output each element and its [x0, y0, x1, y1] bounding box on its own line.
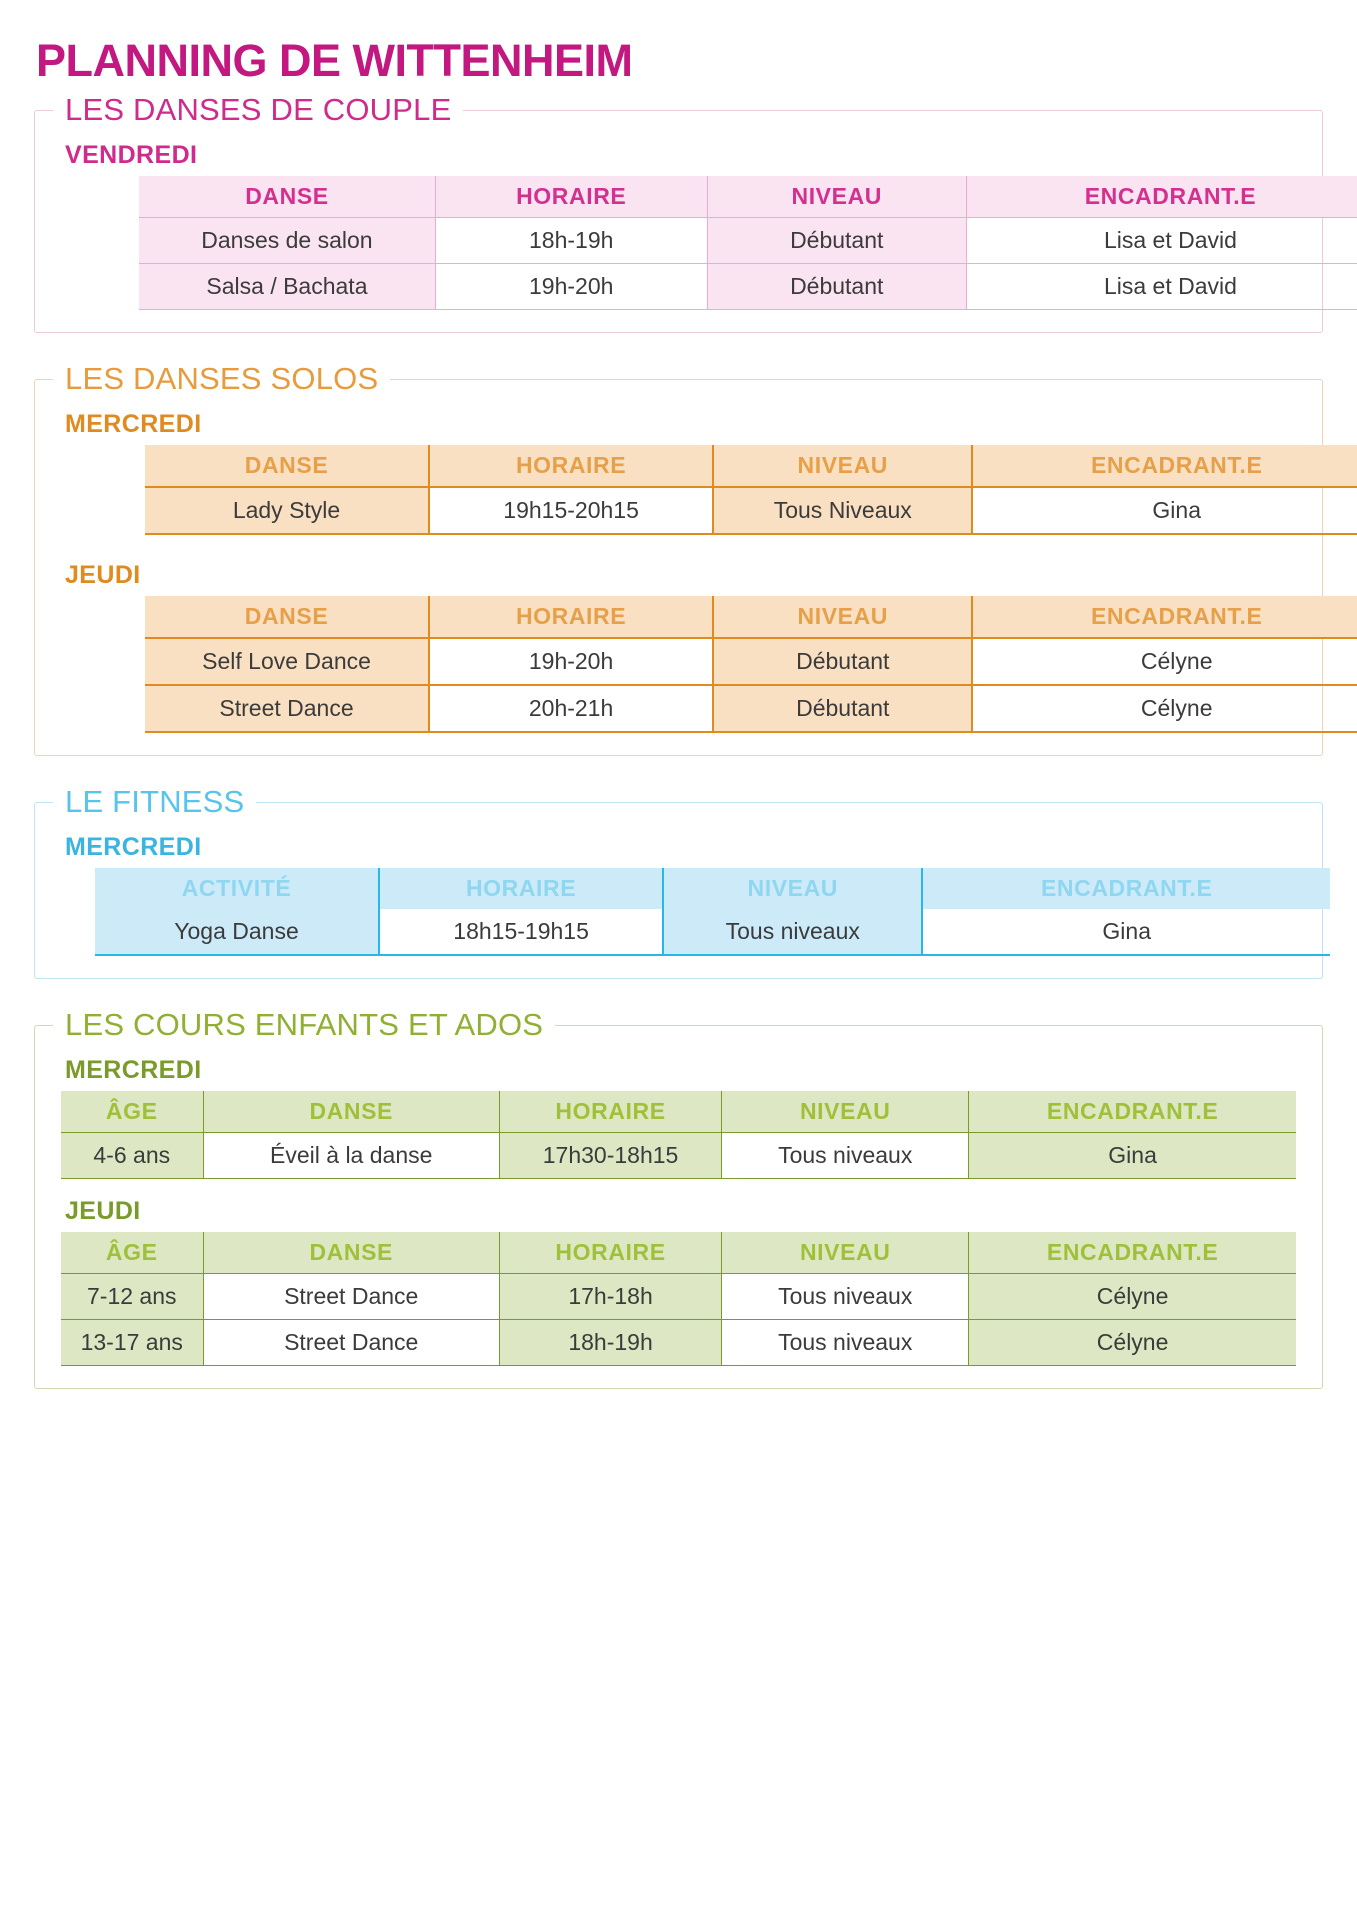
cell-danse: Éveil à la danse	[203, 1132, 499, 1178]
column-header-horaire: HORAIRE	[429, 445, 713, 487]
cell-danse: Lady Style	[145, 487, 429, 534]
cell-encadrant: Célyne	[972, 638, 1357, 685]
column-header-horaire: HORAIRE	[499, 1091, 721, 1133]
cell-horaire: 17h30-18h15	[499, 1132, 721, 1178]
column-header-age: ÂGE	[61, 1232, 203, 1274]
page-title: PLANNING DE WITTENHEIM	[36, 35, 633, 86]
column-header-encadrant: ENCADRANT.E	[969, 1091, 1296, 1133]
cell-encadrant: Célyne	[969, 1273, 1296, 1319]
cell-horaire: 20h-21h	[429, 685, 713, 732]
day-label-mercredi: MERCREDI	[65, 409, 202, 438]
cell-niveau: Débutant	[707, 263, 966, 309]
table-row	[139, 263, 1357, 309]
table-row	[95, 909, 1330, 955]
cell-horaire: 18h-19h	[499, 1319, 721, 1365]
cell-encadrant: Célyne	[972, 685, 1357, 732]
cell-niveau: Tous niveaux	[722, 1273, 969, 1319]
table-row	[145, 638, 1357, 685]
table-row	[61, 1132, 1296, 1178]
column-header-danse: DANSE	[203, 1091, 499, 1133]
cell-encadrant: Gina	[969, 1132, 1296, 1178]
cell-niveau: Débutant	[707, 217, 966, 263]
cell-encadrant: Célyne	[969, 1319, 1296, 1365]
cell-danse: Street Dance	[203, 1273, 499, 1319]
table-header-row	[61, 1232, 1296, 1274]
cell-horaire: 18h-19h	[435, 217, 707, 263]
column-header-danse: DANSE	[145, 445, 429, 487]
column-header-horaire: HORAIRE	[379, 868, 663, 909]
cell-horaire: 18h15-19h15	[379, 909, 663, 955]
column-header-encadrant: ENCADRANT.E	[969, 1232, 1296, 1274]
day-label-jeudi: JEUDI	[65, 560, 141, 589]
table-header-row	[139, 176, 1357, 218]
column-header-horaire: HORAIRE	[429, 596, 713, 638]
cell-encadrant: Lisa et David	[966, 263, 1357, 309]
cell-niveau: Tous Niveaux	[713, 487, 972, 534]
table-fitness-mercredi	[95, 868, 1330, 956]
day-label-jeudi: JEUDI	[65, 1196, 141, 1225]
cell-danse: Street Dance	[203, 1319, 499, 1365]
cell-age: 4-6 ans	[61, 1132, 203, 1178]
cell-age: 7-12 ans	[61, 1273, 203, 1319]
cell-activite: Yoga Danse	[95, 909, 379, 955]
day-label-mercredi: MERCREDI	[65, 832, 202, 861]
cell-danse: Street Dance	[145, 685, 429, 732]
table-header-row	[145, 445, 1357, 487]
table-header-row	[95, 868, 1330, 909]
column-header-horaire: HORAIRE	[435, 176, 707, 218]
column-header-danse: DANSE	[145, 596, 429, 638]
section-danses-solos	[34, 360, 1323, 756]
table-row	[139, 217, 1357, 263]
column-header-niveau: NIVEAU	[713, 596, 972, 638]
column-header-niveau: NIVEAU	[663, 868, 922, 909]
cell-horaire: 19h-20h	[435, 263, 707, 309]
table-danses-de-couple-vendredi	[139, 176, 1357, 310]
cell-horaire: 19h15-20h15	[429, 487, 713, 534]
section-danses-de-couple	[34, 91, 1323, 333]
cell-danse: Danses de salon	[139, 217, 435, 263]
section-legend-fitness: LE FITNESS	[53, 784, 256, 820]
section-legend-couple: LES DANSES DE COUPLE	[53, 92, 463, 128]
table-enfants-mercredi	[61, 1091, 1296, 1179]
day-label-vendredi: VENDREDI	[65, 140, 198, 169]
cell-niveau: Tous niveaux	[722, 1132, 969, 1178]
column-header-niveau: NIVEAU	[707, 176, 966, 218]
cell-niveau: Tous niveaux	[722, 1319, 969, 1365]
table-row	[61, 1273, 1296, 1319]
cell-niveau: Débutant	[713, 638, 972, 685]
table-row	[61, 1319, 1296, 1365]
column-header-niveau: NIVEAU	[722, 1091, 969, 1133]
spacer	[61, 535, 1296, 561]
cell-encadrant: Gina	[972, 487, 1357, 534]
cell-horaire: 19h-20h	[429, 638, 713, 685]
section-fitness	[34, 783, 1323, 979]
column-header-niveau: NIVEAU	[713, 445, 972, 487]
section-legend-enfants: LES COURS ENFANTS ET ADOS	[53, 1007, 555, 1043]
column-header-encadrant: ENCADRANT.E	[972, 445, 1357, 487]
column-header-encadrant: ENCADRANT.E	[922, 868, 1330, 909]
column-header-danse: DANSE	[203, 1232, 499, 1274]
cell-danse: Salsa / Bachata	[139, 263, 435, 309]
section-cours-enfants-ados	[34, 1006, 1323, 1389]
table-danses-solos-mercredi	[145, 445, 1357, 535]
table-enfants-jeudi	[61, 1232, 1296, 1366]
column-header-danse: DANSE	[139, 176, 435, 218]
cell-danse: Self Love Dance	[145, 638, 429, 685]
cell-niveau: Tous niveaux	[663, 909, 922, 955]
column-header-encadrant: ENCADRANT.E	[972, 596, 1357, 638]
cell-age: 13-17 ans	[61, 1319, 203, 1365]
cell-horaire: 17h-18h	[499, 1273, 721, 1319]
table-danses-solos-jeudi	[145, 596, 1357, 733]
table-row	[145, 685, 1357, 732]
table-header-row	[61, 1091, 1296, 1133]
cell-encadrant: Gina	[922, 909, 1330, 955]
table-header-row	[145, 596, 1357, 638]
column-header-encadrant: ENCADRANT.E	[966, 176, 1357, 218]
table-row	[145, 487, 1357, 534]
column-header-activite: ACTIVITÉ	[95, 868, 379, 909]
cell-niveau: Débutant	[713, 685, 972, 732]
section-legend-solos: LES DANSES SOLOS	[53, 361, 390, 397]
column-header-horaire: HORAIRE	[499, 1232, 721, 1274]
cell-encadrant: Lisa et David	[966, 217, 1357, 263]
spacer	[61, 1179, 1296, 1197]
day-label-mercredi: MERCREDI	[65, 1055, 202, 1084]
column-header-age: ÂGE	[61, 1091, 203, 1133]
column-header-niveau: NIVEAU	[722, 1232, 969, 1274]
